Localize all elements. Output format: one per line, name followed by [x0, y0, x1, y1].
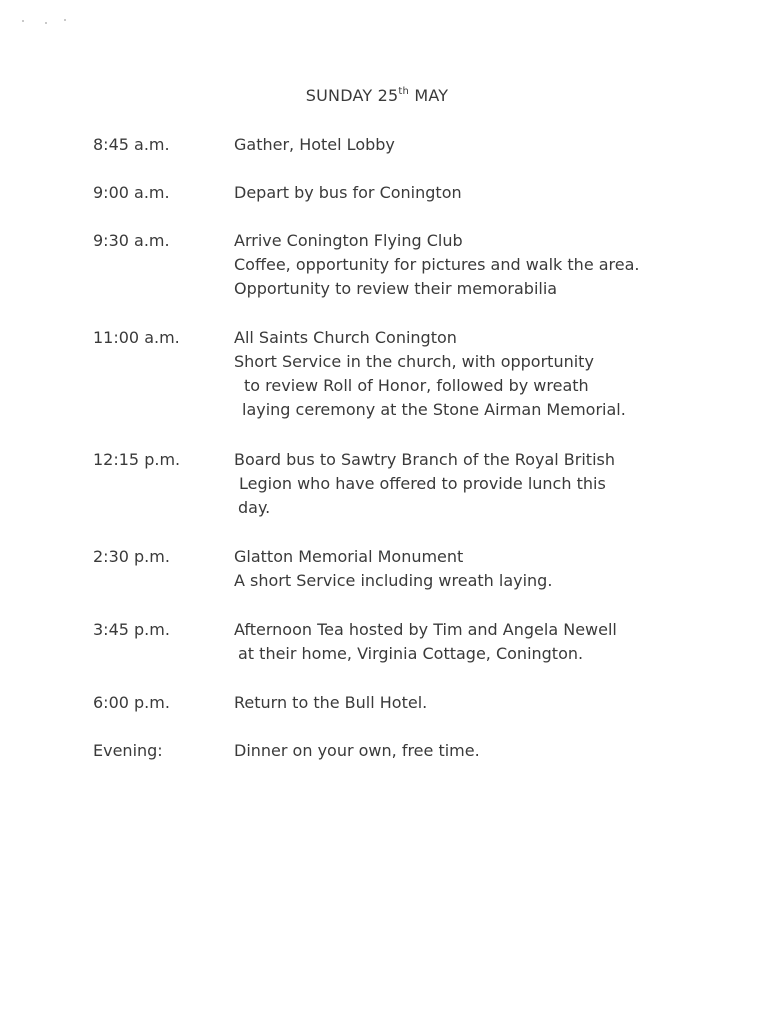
description-line: Arrive Conington Flying Club: [234, 231, 463, 250]
description-line: at their home, Virginia Cottage, Conington.: [238, 644, 584, 663]
schedule-time: 3:45 p.m.: [93, 620, 170, 639]
description-line: Board bus to Sawtry Branch of the Royal British: [234, 450, 615, 469]
schedule-time: 6:00 p.m.: [93, 693, 170, 712]
scan-speck: [45, 22, 47, 24]
schedule-time: 2:30 p.m.: [93, 547, 170, 566]
schedule-time: Evening:: [93, 741, 163, 760]
description-line: Dinner on your own, free time.: [234, 741, 480, 760]
description-line: to review Roll of Honor, followed by wreath: [244, 376, 589, 395]
description-line: Glatton Memorial Monument: [234, 547, 464, 566]
schedule-time: 11:00 a.m.: [93, 328, 180, 347]
schedule-description: [234, 448, 734, 520]
schedule-description: [234, 133, 734, 157]
description-line: Short Service in the church, with opportunity: [234, 352, 594, 371]
schedule-time: 8:45 a.m.: [93, 135, 170, 154]
schedule-time: 12:15 p.m.: [93, 450, 181, 469]
description-line: All Saints Church Conington: [234, 328, 457, 347]
description-line: Gather, Hotel Lobby: [234, 135, 395, 154]
description-line: Coffee, opportunity for pictures and walk the area.: [234, 255, 640, 274]
schedule-description: [234, 618, 734, 666]
description-line: laying ceremony at the Stone Airman Memorial.: [242, 400, 626, 419]
schedule-description: [234, 181, 734, 205]
description-line: Legion who have offered to provide lunch this: [239, 474, 606, 493]
scan-speck: [64, 19, 66, 21]
title-superscript: th: [398, 86, 410, 97]
page-title: [0, 86, 754, 105]
schedule-description: [234, 545, 734, 593]
schedule-description: [234, 739, 734, 763]
description-line: Opportunity to review their memorabilia: [234, 279, 558, 298]
scan-speck: [22, 20, 24, 22]
description-line: day.: [238, 498, 271, 517]
title-prefix: SUNDAY 25: [305, 86, 399, 105]
description-line: A short Service including wreath laying.: [234, 571, 553, 590]
description-line: Return to the Bull Hotel.: [234, 693, 428, 712]
description-line: Afternoon Tea hosted by Tim and Angela Newell: [234, 620, 617, 639]
schedule-description: [234, 229, 734, 301]
schedule-time: 9:00 a.m.: [93, 183, 170, 202]
schedule-description: [234, 691, 734, 715]
title-suffix: MAY: [409, 86, 449, 105]
description-line: Depart by bus for Conington: [234, 183, 462, 202]
schedule-description: [234, 326, 734, 422]
schedule-time: 9:30 a.m.: [93, 231, 170, 250]
